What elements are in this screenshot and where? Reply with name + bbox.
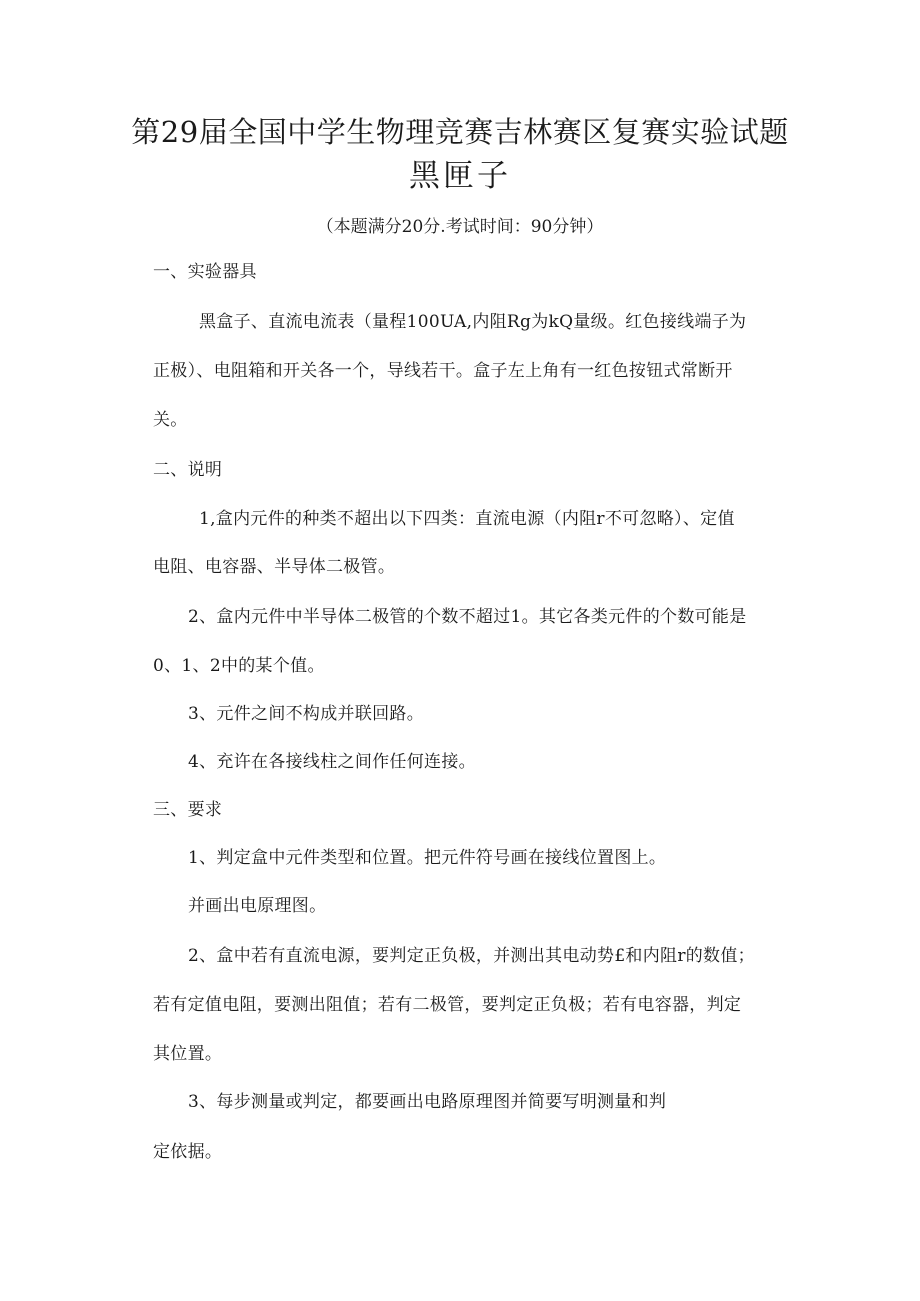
notes-item-4: 4、充许在各接线柱之间作任何连接。 (188, 752, 476, 772)
notes-item-1-line-2: 电阻、电容器、半导体二极管。 (153, 557, 396, 577)
document-subtitle: 黑匣子 (409, 158, 511, 194)
section-heading-equipment: 一、实验器具 (153, 262, 257, 282)
section-heading-notes: 二、说明 (153, 460, 223, 480)
notes-item-2-line-2: 0、1、2中的某个值。 (153, 656, 325, 676)
notes-item-2-line-1: 2、盒内元件中半导体二极管的个数不超过1。其它各类元件的个数可能是 (188, 607, 747, 627)
requirements-item-3-line-1: 3、每步测量或判定，都要画出电路原理图并简要写明测量和判 (188, 1092, 667, 1112)
requirements-item-1-line-1: 1、判定盒中元件类型和位置。把元件符号画在接线位置图上。 (188, 848, 667, 868)
equipment-paragraph-line-2: 正极）、电阻箱和开关各一个，导线若干。盒子左上角有一红色按钮式常断开 (153, 361, 733, 381)
exam-info: （本题满分20分.考试时间：90分钟） (316, 217, 604, 237)
requirements-item-3-line-2: 定依据。 (153, 1142, 223, 1162)
notes-item-3: 3、元件之间不构成并联回路。 (188, 704, 425, 724)
equipment-paragraph-line-3: 关。 (153, 410, 188, 430)
equipment-paragraph-line-1: 黑盒子、直流电流表（量程100UA,内阻Rg为kQ量级。红色接线端子为 (199, 312, 747, 332)
document-title: 第29届全国中学生物理竞赛吉林赛区复赛实验试题 (131, 115, 789, 149)
requirements-item-2-line-1: 2、盒中若有直流电源，要判定正负极，并测出其电动势£和内阻r的数值； (188, 946, 755, 966)
requirements-item-2-line-2: 若有定值电阻，要测出阻值；若有二极管，要判定正负极；若有电容器，判定 (153, 995, 742, 1015)
requirements-item-2-line-3: 其位置。 (153, 1044, 223, 1064)
notes-item-1-line-1: 1,盒内元件的种类不超出以下四类：直流电源（内阻r不可忽略）、定值 (199, 509, 735, 529)
section-heading-requirements: 三、要求 (153, 800, 223, 820)
requirements-item-1-line-2: 并画出电原理图。 (188, 896, 327, 916)
